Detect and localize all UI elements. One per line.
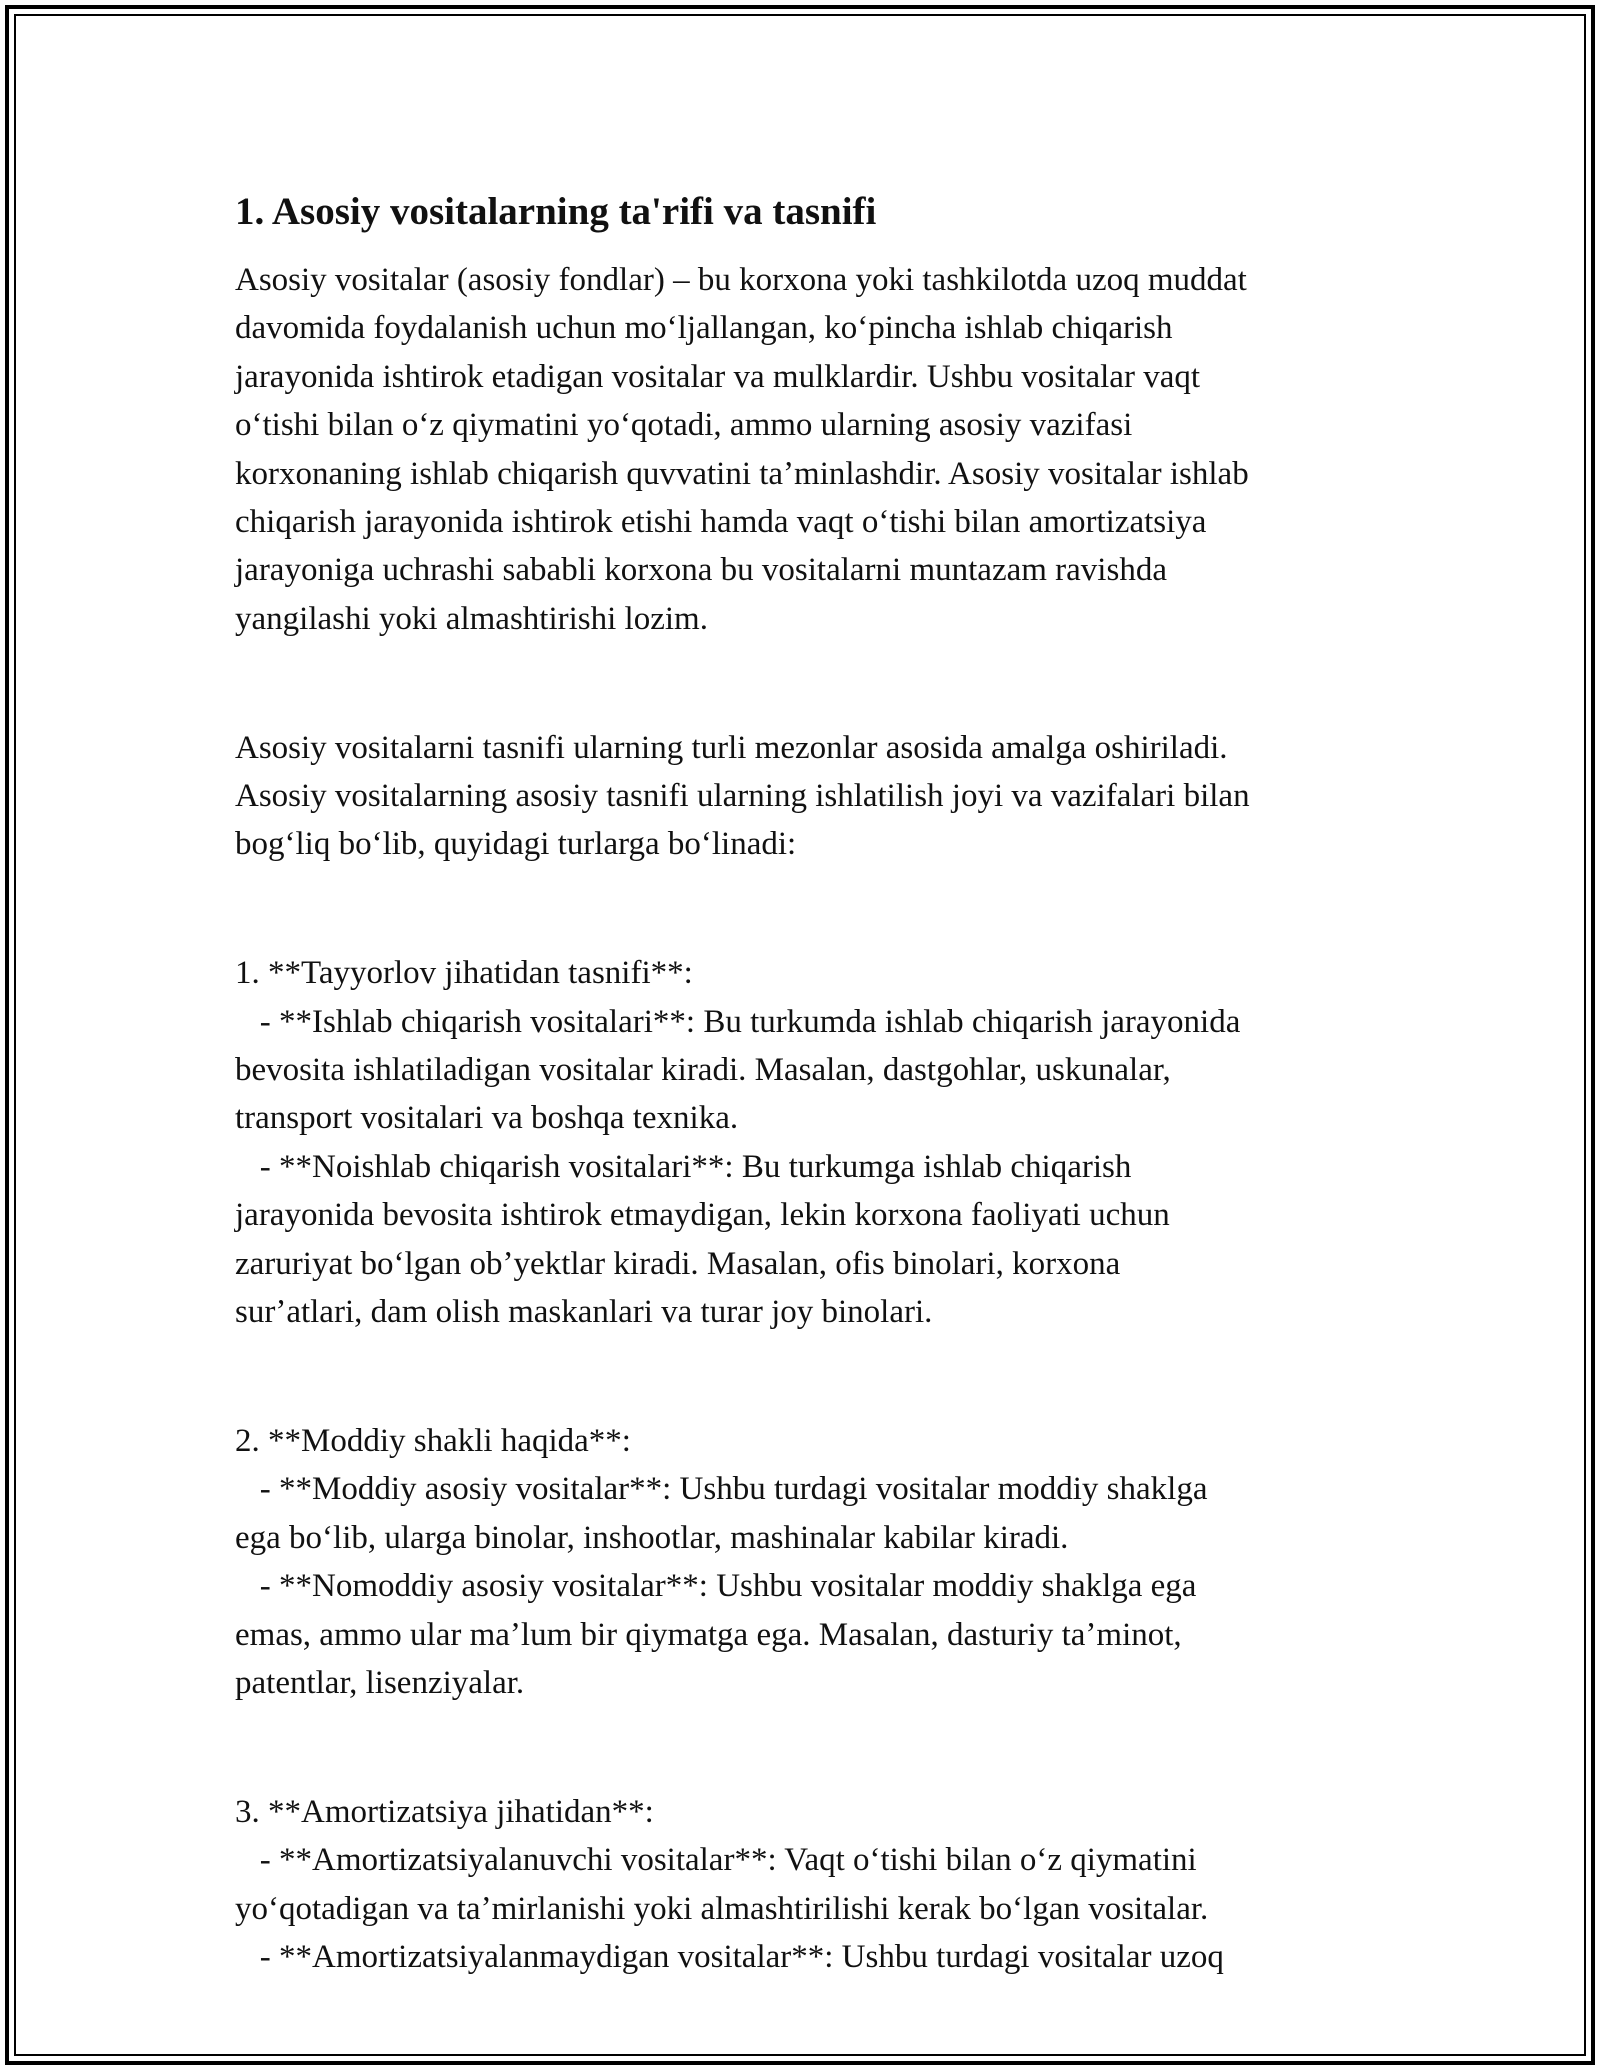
text-line: - **Amortizatsiyalanuvchi vositalar**: Vaqt oʻtishi bilan oʻz qiymatini <box>235 1842 1197 1879</box>
text-line: oʻtishi bilan oʻz qiymatini yoʻqotadi, ammo ularning asosiy vazifasi <box>235 407 1133 444</box>
text-line: ega boʻlib, ularga binolar, inshootlar, mashinalar kabilar kiradi. <box>235 1519 1069 1556</box>
text-line: - **Ishlab chiqarish vositalari**: Bu turkumda ishlab chiqarish jarayonida <box>235 1003 1241 1040</box>
text-line: - **Amortizatsiyalanmaydigan vositalar**: Ushbu turdagi vositalar uzoq <box>235 1938 1224 1975</box>
text-line: chiqarish jarayonida ishtirok etishi hamda vaqt oʻtishi bilan amortizatsiya <box>235 504 1207 541</box>
text-line: jarayonida bevosita ishtirok etmaydigan, lekin korxona faoliyati uchun <box>235 1197 1170 1234</box>
text-line: patentlar, lisenziyalar. <box>235 1664 525 1701</box>
text-line: 3. **Amortizatsiya jihatidan**: <box>235 1793 654 1830</box>
text-line: korxonaning ishlab chiqarish quvvatini taʼminlashdir. Asosiy vositalar ishlab <box>235 455 1249 492</box>
blank-line <box>235 659 1385 707</box>
text-line: transport vositalari va boshqa texnika. <box>235 1100 739 1137</box>
document-title: 1. Asosiy vositalarning ta'rifi va tasnifi <box>235 190 877 233</box>
text-line: Asosiy vositalar (asosiy fondlar) – bu korxona yoki tashkilotda uzoq muddat <box>235 262 1247 298</box>
document-text <box>235 256 1385 1981</box>
text-line: Asosiy vositalarning asosiy tasnifi ularning ishlatilish joyi va vazifalari bilan <box>235 778 1250 815</box>
text-line: zaruriyat boʻlgan obʼyektlar kiradi. Masalan, ofis binolari, korxona <box>235 1245 1121 1282</box>
document-body <box>235 186 1385 1981</box>
text-line: yoʻqotadigan va taʼmirlanishi yoki almashtirilishi kerak boʻlgan vositalar. <box>235 1890 1209 1927</box>
text-line: surʼatlari, dam olish maskanlari va turar joy binolari. <box>235 1294 933 1331</box>
text-line: bogʻliq boʻlib, quyidagi turlarga boʻlinadi: <box>235 826 797 863</box>
text-line: - **Moddiy asosiy vositalar**: Ushbu turdagi vositalar moddiy shaklga <box>235 1471 1208 1508</box>
text-line: - **Nomoddiy asosiy vositalar**: Ushbu vositalar moddiy shaklga ega <box>235 1568 1197 1605</box>
blank-line <box>235 1353 1385 1401</box>
text-line: jarayonida ishtirok etadigan vositalar va mulklardir. Ushbu vositalar vaqt <box>235 358 1201 395</box>
text-line: - **Noishlab chiqarish vositalari**: Bu turkumga ishlab chiqarish <box>235 1148 1132 1185</box>
text-line: emas, ammo ular maʼlum bir qiymatga ega. Masalan, dasturiy taʼminot, <box>235 1616 1182 1653</box>
text-line: davomida foydalanish uchun moʻljallangan, koʻpincha ishlab chiqarish <box>235 310 1173 347</box>
text-line: yangilashi yoki almashtirishi lozim. <box>235 600 708 637</box>
blank-line <box>235 1723 1385 1771</box>
text-line: 2. **Moddiy shakli haqida**: <box>235 1422 631 1459</box>
text-line: jarayoniga uchrashi sababli korxona bu vositalarni muntazam ravishda <box>235 552 1167 589</box>
text-line: bevosita ishlatiladigan vositalar kiradi. Masalan, dastgohlar, uskunalar, <box>235 1052 1171 1089</box>
blank-line <box>235 885 1385 933</box>
text-line: Asosiy vositalarni tasnifi ularning turli mezonlar asosida amalga oshiriladi. <box>235 729 1228 766</box>
text-line: 1. **Tayyorlov jihatidan tasnifi**: <box>235 955 693 992</box>
